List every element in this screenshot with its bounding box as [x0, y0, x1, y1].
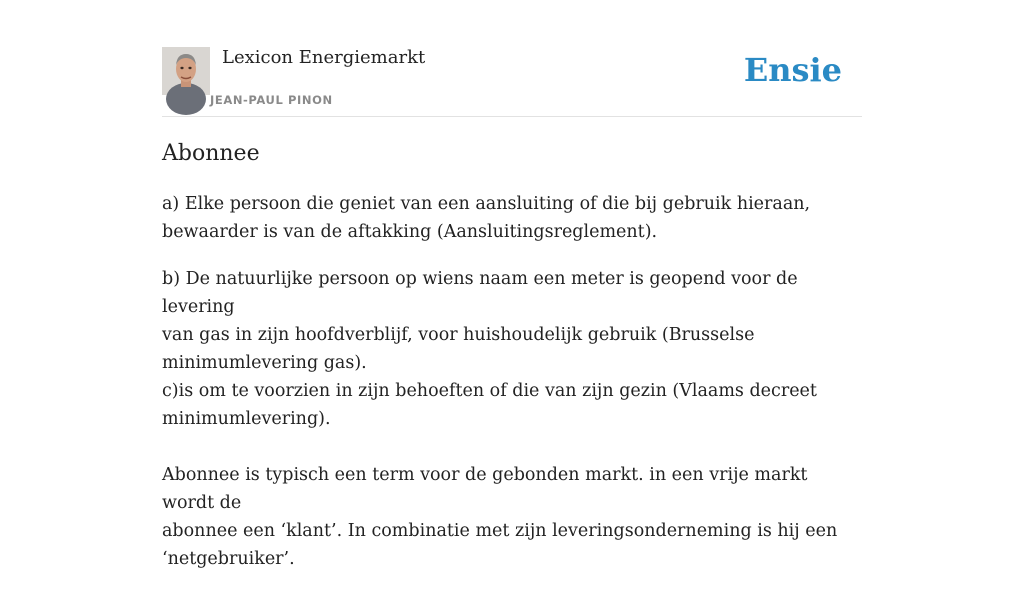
person-icon — [162, 47, 210, 95]
text-line: abonnee een ‘klant’. In combinatie met zijn leveringsonderneming is hij een — [162, 521, 838, 541]
author-name[interactable]: JEAN-PAUL PINON — [210, 93, 333, 107]
text-line: minimumlevering). — [162, 409, 331, 429]
definition-paragraph-b — [162, 265, 862, 573]
entry-title: Abonnee — [162, 141, 260, 166]
book-title[interactable]: Lexicon Energiemarkt — [222, 47, 426, 68]
ensie-logo[interactable]: Ensie — [743, 51, 842, 89]
definition-paragraph-a — [162, 190, 862, 246]
entry-content — [162, 138, 862, 592]
text-line: a) Elke persoon die geniet van een aansluiting of die bij gebruik hieraan, — [162, 194, 811, 214]
text-line: b) De natuurlijke persoon op wiens naam een meter is geopend voor de levering — [162, 269, 798, 317]
text-line: Abonnee is typisch een term voor de gebonden markt. in een vrije markt wordt de — [162, 465, 808, 513]
paragraph-spacer — [162, 433, 862, 461]
text-line: van gas in zijn hoofdverblijf, voor huishoudelijk gebruik (Brusselse — [162, 325, 755, 345]
text-line: c)is om te voorzien in zijn behoeften of die van zijn gezin (Vlaams decreet — [162, 381, 817, 401]
text-line: minimumlevering gas). — [162, 353, 367, 373]
header — [162, 46, 862, 117]
author-avatar[interactable] — [162, 47, 210, 95]
text-line: bewaarder is van de aftakking (Aansluitingsreglement). — [162, 222, 658, 242]
text-line: ‘netgebruiker’. — [162, 549, 295, 569]
